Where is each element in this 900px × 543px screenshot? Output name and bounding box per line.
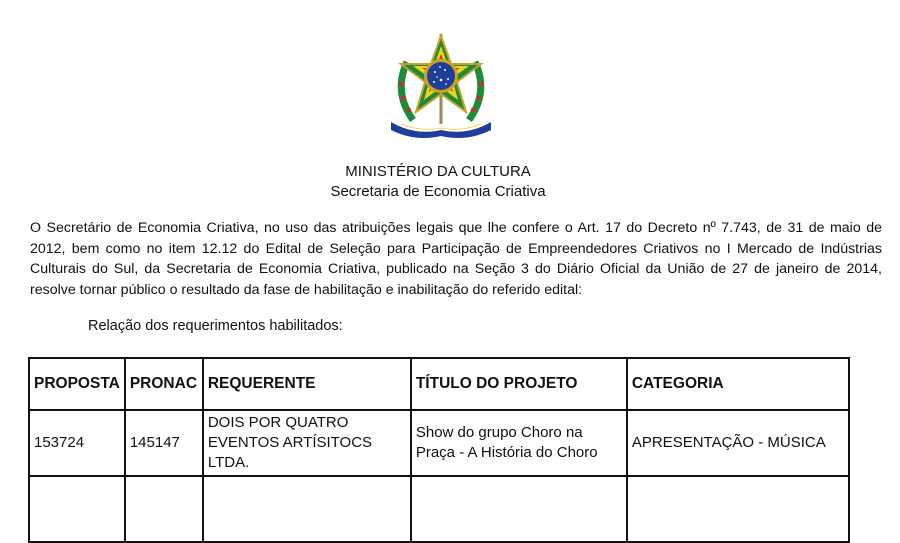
cell-empty [203, 476, 411, 542]
secretariat-title: Secretaria de Economia Criativa [330, 183, 546, 200]
column-header-requerente: REQUERENTE [203, 358, 411, 410]
brazil-coat-of-arms-icon [385, 32, 497, 138]
table-header-row [29, 358, 849, 410]
cell-empty [29, 476, 125, 542]
column-header-categoria: CATEGORIA [627, 358, 849, 410]
cell-proposta: 153724 [29, 410, 125, 476]
column-header-pronac: PRONAC [125, 358, 203, 410]
column-header-titulo: TÍTULO DO PROJETO [411, 358, 627, 410]
cell-empty [125, 476, 203, 542]
cell-requerente: DOIS POR QUATRO EVENTOS ARTÍSITOCS LTDA. [203, 410, 411, 476]
ministry-title: MINISTÉRIO DA CULTURA [345, 163, 531, 180]
list-subtitle: Relação dos requerimentos habilitados: [88, 318, 343, 334]
cell-titulo: Show do grupo Choro na Praça - A História do Choro [411, 410, 627, 476]
intro-paragraph: O Secretário de Economia Criativa, no uso das atribuições legais que lhe confere o Art. 17 do Decreto nº 7.743, de 31 de maio de 2012, bem como no item 12.12 do Edital de Seleção para Participação de Empreendedores Criativos no I Mercado de Indústrias Culturais do Sul, da Secretaria de Economia Criativa, publicado na Seção 3 do Diário Oficial da União de 27 de janeiro de 2014, resolve tornar público o resultado da fase de habilitação e inabilitação do referido edital: [30, 220, 882, 298]
cell-categoria: APRESENTAÇÃO - MÚSICA [627, 410, 849, 476]
requirements-table [28, 357, 850, 543]
cell-empty [627, 476, 849, 542]
table-row [29, 410, 849, 476]
cell-pronac: 145147 [125, 410, 203, 476]
column-header-proposta: PROPOSTA [29, 358, 125, 410]
table-row [29, 476, 849, 542]
cell-empty [411, 476, 627, 542]
